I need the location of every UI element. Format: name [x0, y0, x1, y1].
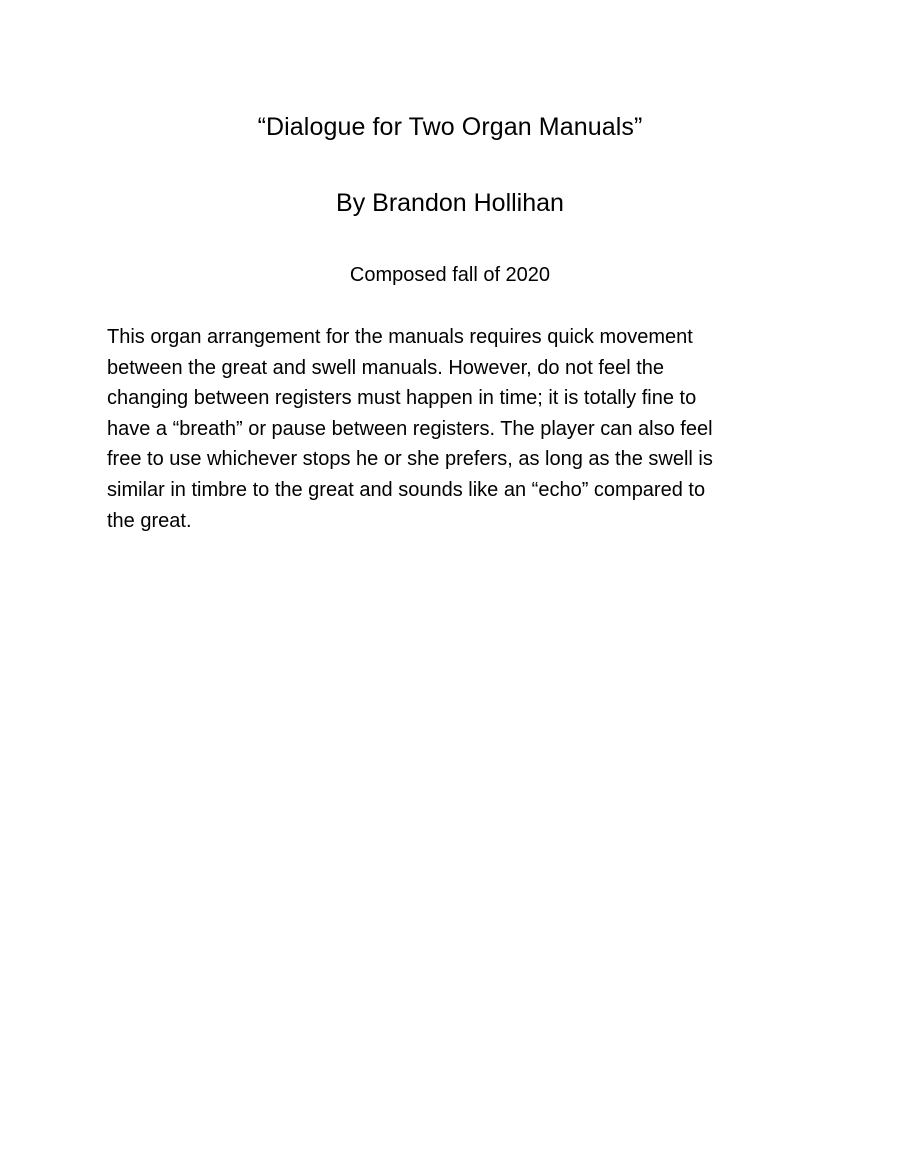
paragraph-line: the great.: [107, 509, 192, 532]
paragraph-line: have a “breath” or pause between registers. The player can also feel: [107, 417, 713, 440]
document-title: “Dialogue for Two Organ Manuals”: [257, 113, 643, 141]
paragraph-line: similar in timbre to the great and sounds like an “echo” compared to: [107, 478, 706, 501]
paragraph-line: between the great and swell manuals. However, do not feel the: [107, 356, 665, 379]
paragraph-line: This organ arrangement for the manuals requires quick movement: [107, 326, 693, 348]
performance-notes-paragraph: [107, 322, 797, 536]
paragraph-line: free to use whichever stops he or she prefers, as long as the swell is: [107, 448, 713, 471]
composition-date: Composed fall of 2020: [349, 264, 551, 286]
paragraph-line: changing between registers must happen in time; it is totally fine to: [107, 387, 697, 410]
author-byline: By Brandon Hollihan: [336, 189, 564, 217]
